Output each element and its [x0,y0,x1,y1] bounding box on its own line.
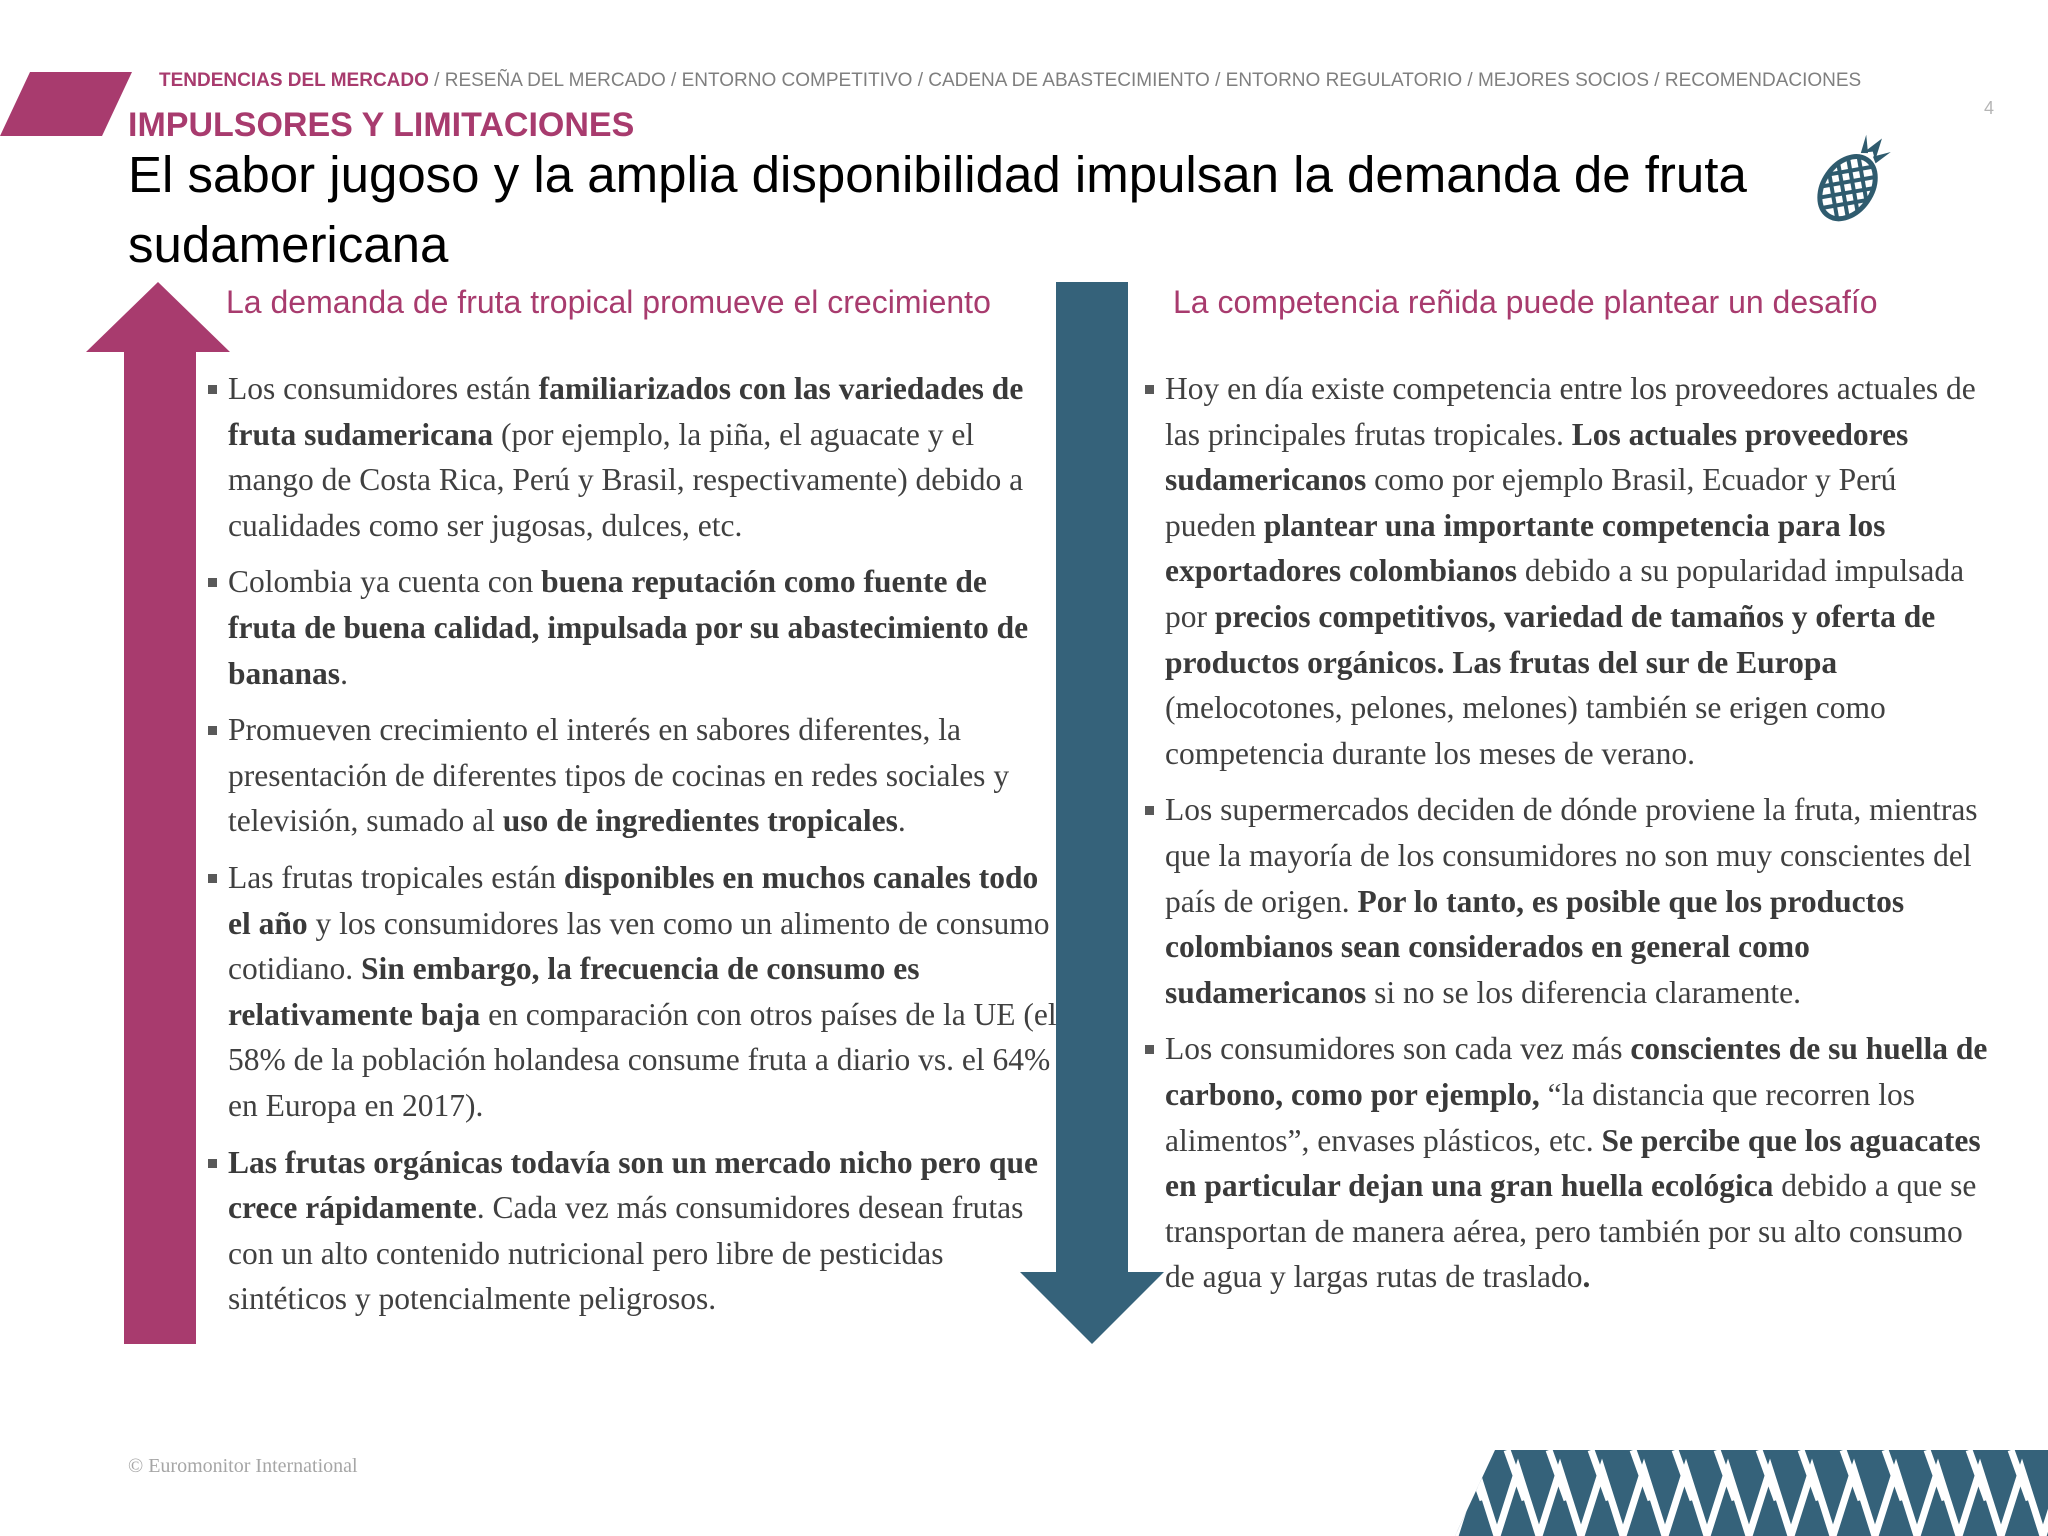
bullet-text-bold: Las frutas orgánicas todavía son un mercado nicho pero que crece rápidamente [228,1144,1039,1226]
bullet-text: debido a que se transportan de manera aérea, pero también por su alto consumo de agua y largas rutas de traslado [1165,1168,1977,1295]
right-bullet-item [1165,1026,1995,1300]
bullet-text: si no se los diferencia claramente. [1366,974,1801,1010]
bullet-text-bold: Sin embargo, la frecuencia de consumo es relativamente baja [228,951,920,1032]
bullet-text: Los supermercados deciden de dónde proviene la fruta, mientras que la mayoría de los consumidores no son muy conscientes del país de origen. [1165,792,1978,919]
right-bullet-item [1165,787,1995,1015]
bullet-text: debido a su popularidad impulsada por [1165,553,1965,634]
bullet-text: . [897,803,906,839]
bullet-text-bold: plantear una importante competencia para los exportadores colombianos [1165,507,1886,589]
arrow-up-icon [86,282,230,1344]
pineapple-icon [1800,122,1910,232]
left-bullet-item [228,559,1058,696]
left-bullet-item [228,366,1058,548]
left-bullet-item [228,855,1058,1129]
bullet-text: (por ejemplo, la piña, el aguacate y el mango de Costa Rica, Perú y Brasil, respectivamente) debido a cualidades como ser jugosas, dulces, etc. [228,416,1024,543]
breadcrumb-item-entorno-regulatorio[interactable]: / ENTORNO REGULATORIO [1209,70,1463,91]
bullet-text: . Cada vez más consumidores desean frutas con un alto contenido nutricional pero libre de pesticidas sintéticos y potencialmente peligrosos. [228,1190,1024,1317]
bullet-text-bold: conscientes de su huella de carbono, como por ejemplo, [1165,1031,1988,1112]
breadcrumb [159,70,1861,92]
section-title: IMPULSORES Y LIMITACIONES [128,106,635,144]
breadcrumb-item-tendencias[interactable]: TENDENCIAS DEL MERCADO [159,70,429,91]
bullet-text: y los consumidores las ven como un alimento de consumo cotidiano. [228,905,1050,987]
right-bullet-item [1165,366,1995,776]
bullet-text-bold: disponibles en muchos canales todo el año [228,859,1039,941]
left-column-heading: La demanda de fruta tropical promueve el crecimiento [226,284,991,320]
bullet-text: “la distancia que recorren los alimentos”, envases plásticos, etc. [1165,1076,1915,1158]
page-title: El sabor jugoso y la amplia disponibilidad impulsan la demanda de fruta sudamericana [128,146,1747,273]
bullet-text: como por ejemplo Brasil, Ecuador y Perú pueden [1165,462,1897,543]
breadcrumb-item-mejores-socios[interactable]: / MEJORES SOCIOS [1462,70,1650,91]
bullet-text: en comparación con otros países de la UE (el 58% de la población holandesa consume fruta a diario vs. el 64% en Europa en 2017). [228,996,1057,1123]
copyright: © Euromonitor International [128,1455,358,1477]
bullet-text-bold: uso de ingredientes tropicales [502,803,898,839]
breadcrumb-item-resena[interactable]: / RESEÑA DEL MERCADO [428,70,666,91]
bullet-text: Hoy en día existe competencia entre los proveedores actuales de las principales frutas tropicales. [1165,371,1976,452]
left-bullet-item [228,707,1058,844]
bullet-text: Colombia ya cuenta con [228,564,542,600]
breadcrumb-item-entorno-competitivo[interactable]: / ENTORNO COMPETITIVO [665,70,913,91]
right-bullet-list [1165,366,1995,1311]
left-bullet-list [228,366,1058,1333]
breadcrumb-item-cadena[interactable]: / CADENA DE ABASTECIMIENTO [912,70,1210,91]
bullet-text-bold: precios competitivos, variedad de tamaños y oferta de productos orgánicos. Las frutas del sur de Europa [1165,598,1936,680]
bullet-text-bold: Se percibe que los aguacates en particular dejan una gran huella ecológica [1165,1122,1981,1204]
left-bullet-item [228,1140,1058,1322]
bullet-text: . [340,655,348,691]
bullet-text: Promueven crecimiento el interés en sabores diferentes, la presentación de diferentes tipos de cocinas en redes sociales y televisión, sumado al [228,712,1010,839]
bullet-text: Los consumidores son cada vez más [1165,1031,1631,1067]
bullet-text: Los consumidores están [228,371,539,406]
bullet-text: Las frutas tropicales están [228,859,564,895]
bullet-text-bold: familiarizados con las variedades de fruta sudamericana [228,371,1024,452]
bullet-text-bold: . [1582,1259,1591,1295]
bullet-text-bold: Los actuales proveedores sudamericanos [1165,416,1909,498]
chevron-pattern [1455,1450,2048,1536]
bullet-text-bold: Por lo tanto, es posible que los productos colombianos sean considerados en general como sudamericanos [1165,883,1905,1010]
right-column-heading: La competencia reñida puede plantear un desafío [1173,284,1878,320]
header-tab-shape [0,72,132,136]
page-number: 4 [1984,98,1995,118]
bullet-text: (melocotones, pelones, melones) también se erigen como competencia durante los meses de verano. [1165,690,1886,771]
bullet-text-bold: buena reputación como fuente de fruta de buena calidad, impulsada por su abastecimiento de bananas [228,564,1029,691]
breadcrumb-item-recomendaciones[interactable]: / RECOMENDACIONES [1649,70,1862,91]
